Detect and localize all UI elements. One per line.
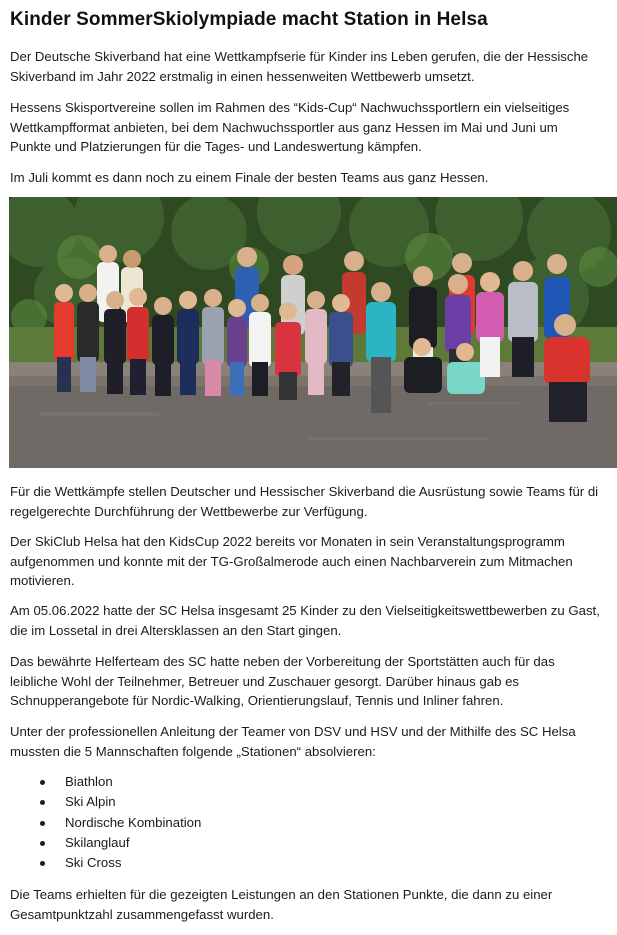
- paragraph-body-1: [10, 482, 598, 521]
- paragraph-line: motivieren.: [10, 573, 75, 588]
- paragraph-line: die im Lossetal in drei Altersklassen an den Start gingen.: [10, 622, 342, 638]
- paragraph-line: Gesamtpunktzahl zusammengefasst wurden.: [10, 906, 274, 922]
- paragraph-intro-2: [10, 98, 569, 157]
- station-label: Ski Alpin: [65, 794, 116, 810]
- paragraph-line: Unter der professionellen Anleitung der Teamer von DSV und HSV und der Mithilfe des SC Helsa: [10, 724, 576, 739]
- paragraph-body-2: [10, 532, 573, 591]
- station-label: Ski Cross: [65, 855, 122, 871]
- bullet-icon: [40, 861, 45, 866]
- paragraph-line: Das bewährte Helferteam des SC hatte neben der Vorbereitung der Sportstätten auch für das: [10, 654, 555, 669]
- paragraph-line: regelgerechte Durchführung der Wettbewerbe zur Verfügung.: [10, 503, 368, 519]
- paragraph-line: Skiverband im Jahr 2022 erstmalig in einen hessenweiten Wettbewerb umsetzt.: [10, 68, 475, 84]
- paragraph-line: Schnupperangebote für Nordic-Walking, Orientierungslauf, Tennis und Inliner fahren.: [10, 693, 504, 708]
- bullet-icon: [40, 800, 45, 805]
- bullet-icon: [40, 780, 45, 785]
- station-label: Biathlon: [65, 774, 113, 789]
- paragraph-line: aufgenommen und konnte mit der TG-Großalmerode auch einen Nachbarverein zum Mitmachen: [10, 553, 573, 569]
- paragraph-line: Die Teams erhielten für die gezeigten Leistungen an den Stationen Punkte, die dann zu einer: [10, 887, 553, 902]
- group-photo: [9, 197, 617, 468]
- station-label: Nordische Kombination: [65, 814, 202, 830]
- paragraph-body-4: [10, 652, 555, 711]
- paragraph-line: Am 05.06.2022 hatte der SC Helsa insgesamt 25 Kinder zu den Vielseitigkeitswettbewerben zu Gast,: [10, 603, 600, 618]
- article-title: Kinder SommerSkiolympiade macht Station in Helsa: [10, 9, 488, 30]
- paragraph-line: leibliche Wohl der Teilnehmer, Betreuer und Zuschauer gesorgt. Darüber hinaus gab es: [10, 673, 519, 689]
- paragraph-body-3: [10, 601, 600, 640]
- paragraph-line: mussten die 5 Mannschaften folgende „Stationen“ absolvieren:: [10, 743, 376, 759]
- paragraph-intro-1: [10, 47, 588, 86]
- paragraph-line: Hessens Skisportvereine sollen im Rahmen des “Kids-Cup“ Nachwuchssportlern ein vielseitiges: [10, 100, 570, 115]
- paragraph-line: Wettkampfformat anbieten, bei dem Nachwuchssportler aus ganz Hessen im Mai und Juni um: [10, 119, 558, 135]
- paragraph-closing: [10, 885, 552, 924]
- paragraph-intro-3: [10, 168, 488, 188]
- bullet-icon: [40, 841, 45, 846]
- paragraph-line: Der Deutsche Skiverband hat eine Wettkampfserie für Kinder ins Leben gerufen, die der Hessische: [10, 49, 589, 64]
- paragraph-line: Punkte und Platzierungen für die Tages- und Landeswertung kämpfen.: [10, 139, 422, 154]
- bullet-icon: [40, 821, 45, 826]
- paragraph-line: Im Juli kommt es dann noch zu einem Finale der besten Teams aus ganz Hessen.: [10, 170, 489, 185]
- paragraph-body-5: [10, 722, 576, 761]
- station-label: Skilanglauf: [65, 834, 130, 850]
- paragraph-line: Der SkiClub Helsa hat den KidsCup 2022 bereits vor Monaten in sein Veranstaltungsprogramm: [10, 534, 565, 549]
- paragraph-line: Für die Wettkämpfe stellen Deutscher und Hessischer Skiverband die Ausrüstung sowie Teams für di: [10, 484, 599, 499]
